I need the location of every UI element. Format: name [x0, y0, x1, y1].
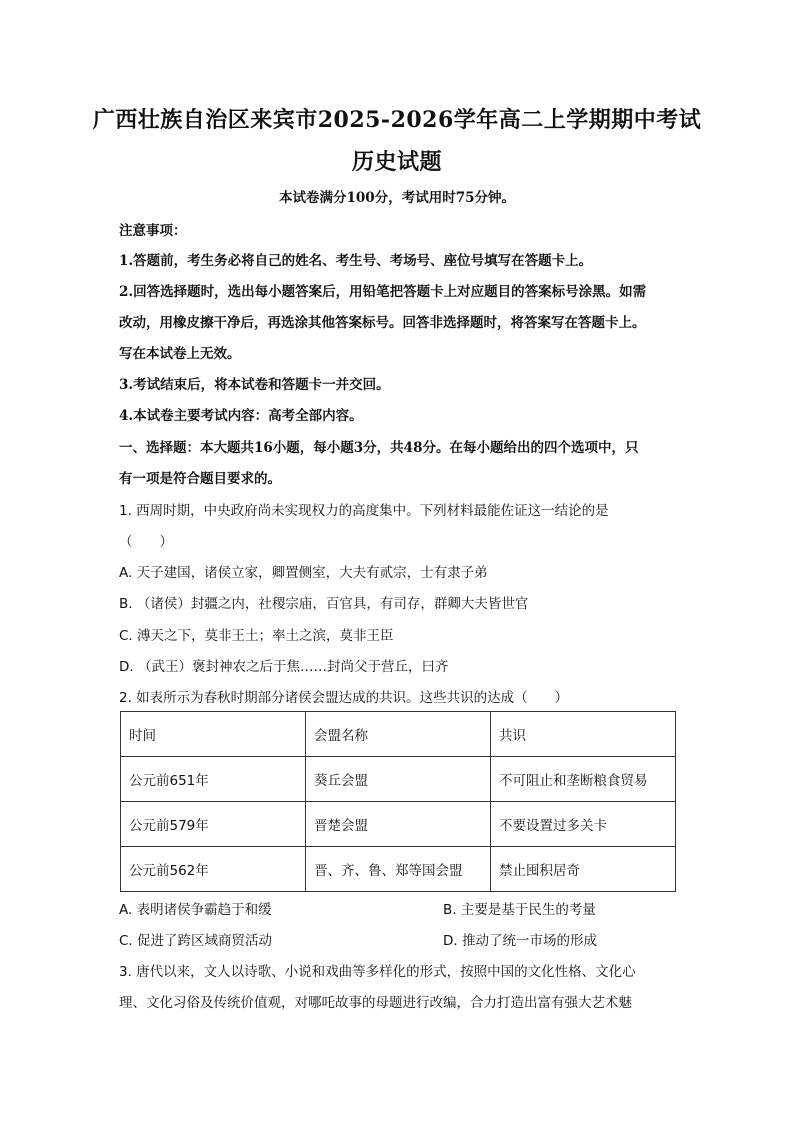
question-3-line-1: 3. 唐代以来，文人以诗歌、小说和戏曲等多样化的形式，按照中国的文化性格、文化心: [119, 964, 636, 980]
exam-info: 本试卷满分100分，考试用时75分钟。: [279, 190, 515, 206]
question-3-line-2: 理、文化习俗及传统价值观，对哪吒故事的母题进行改编，合力打造出富有强大艺术魅: [119, 995, 632, 1011]
table-cell: 不可阻止和垄断粮食贸易: [491, 757, 676, 802]
table-header-cell: 会盟名称: [306, 712, 491, 757]
question-2-stem: 2. 如表所示为春秋时期部分诸侯会盟达成的共识。这些共识的达成（ ）: [119, 690, 569, 706]
question-1-stem: 1. 西周时期，中央政府尚未实现权力的高度集中。下列材料最能佐证这一结论的是: [119, 503, 609, 519]
notes-item-2-line-1: 2.回答选择题时，选出每小题答案后，用铅笔把答题卡上对应题目的答案标号涂黑。如需: [119, 284, 647, 300]
table-cell: 晋楚会盟: [306, 802, 491, 847]
alliance-table: [120, 711, 676, 892]
table-cell: 晋、齐、鲁、郑等国会盟: [306, 847, 491, 892]
exam-subject-title: 历史试题: [351, 149, 442, 175]
exam-title: 广西壮族自治区来宾市2025-2026学年高二上学期期中考试: [92, 107, 702, 133]
notes-item-1: 1.答题前，考生务必将自己的姓名、考生号、考场号、座位号填写在答题卡上。: [119, 253, 593, 269]
question-1-option-c: C. 溥天之下，莫非王土；率土之滨，莫非王臣: [119, 628, 394, 644]
table-cell: 葵丘会盟: [306, 757, 491, 802]
notes-heading: 注意事项：: [119, 223, 187, 239]
question-1-option-b: B. （诸侯）封疆之内，社稷宗庙，百官具，有司存，群卿大夫皆世官: [119, 596, 529, 612]
table-row: [121, 802, 676, 847]
notes-item-2-line-3: 写在本试卷上无效。: [119, 346, 241, 362]
question-2-option-d: D. 推动了统一市场的形成: [443, 933, 597, 949]
question-1-option-d: D. （武王）褒封神农之后于焦……封尚父于营丘，曰齐: [119, 659, 449, 675]
table-row: [121, 847, 676, 892]
notes-item-4: 4.本试卷主要考试内容：高考全部内容。: [119, 408, 363, 424]
notes-item-2-line-2: 改动，用橡皮擦干净后，再选涂其他答案标号。回答非选择题时，将答案写在答题卡上。: [119, 315, 646, 331]
section-heading-line-2: 有一项是符合题目要求的。: [119, 471, 281, 487]
question-1-option-a: A. 天子建国，诸侯立家，卿置侧室，大夫有贰宗，士有隶子弟: [119, 565, 488, 581]
question-2-option-a: A. 表明诸侯争霸趋于和缓: [119, 902, 272, 918]
table-cell: 公元前651年: [121, 757, 306, 802]
table-cell: 禁止囤积居奇: [491, 847, 676, 892]
section-heading-line-1: 一、选择题：本大题共16小题，每小题3分，共48分。在每小题给出的四个选项中，只: [119, 440, 639, 456]
question-2-option-b: B. 主要是基于民生的考量: [443, 902, 596, 918]
table-cell: 公元前579年: [121, 802, 306, 847]
table-cell: 不要设置过多关卡: [491, 802, 676, 847]
question-2-option-c: C. 促进了跨区域商贸活动: [119, 933, 273, 949]
notes-item-3: 3.考试结束后，将本试卷和答题卡一并交回。: [119, 377, 390, 393]
table-cell: 公元前562年: [121, 847, 306, 892]
table-header-cell: 共识: [491, 712, 676, 757]
question-1-paren: （ ）: [119, 534, 173, 550]
table-row: [121, 757, 676, 802]
table-header-row: [121, 712, 676, 757]
table-header-cell: 时间: [121, 712, 306, 757]
